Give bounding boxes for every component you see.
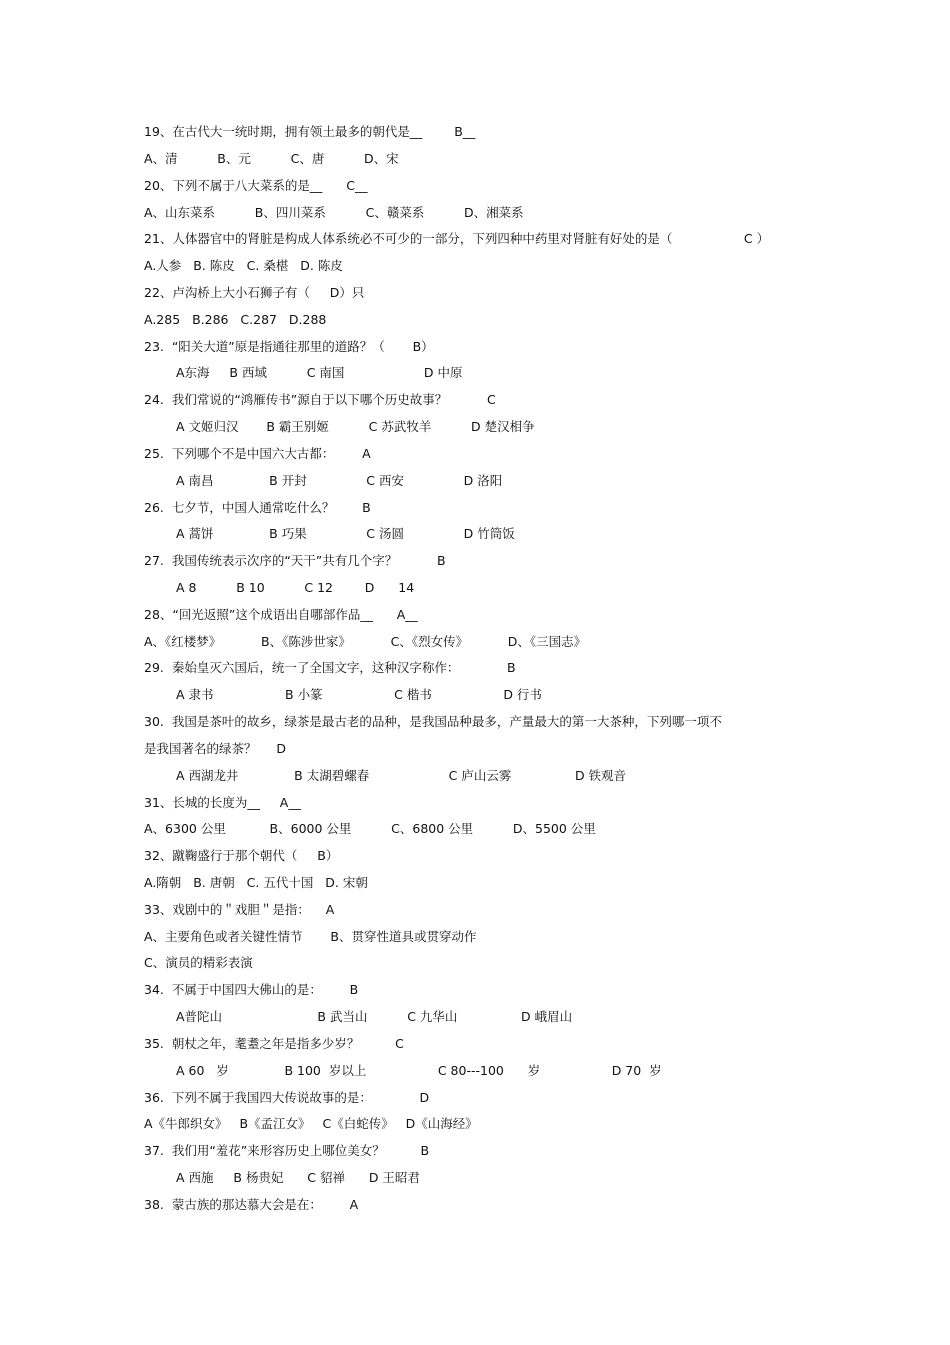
text-line: 24. 我们常说的“鸿雁传书”源自于以下哪个历史故事？ C xyxy=(144,392,496,408)
text-line: 32、蹴鞠盛行于那个朝代（ B） xyxy=(144,848,339,864)
text-line: A 蒿饼 B 巧果 C 汤圆 D 竹筒饭 xyxy=(176,526,515,542)
text-line: A 隶书 B 小篆 C 楷书 D 行书 xyxy=(176,687,542,703)
text-line: A 60 岁 B 100 岁以上 C 80---100 岁 D 70 岁 xyxy=(176,1062,662,1078)
text-line: 25. 下列哪个不是中国六大古都： A xyxy=(144,445,371,461)
text-line: 30. 我国是茶叶的故乡，绿茶是最古老的品种，是我国品种最多，产量最大的第一大茶种，下列哪一项不 xyxy=(144,714,722,729)
text-line: A 文姬归汉 B 霸王别姬 C 苏武牧羊 D 楚汉相争 xyxy=(176,419,535,434)
text-line: A、主要角色或者关键性情节 B、贯穿性道具或贯穿动作 xyxy=(144,928,477,944)
text-line: 20、下列不属于八大菜系的是__ C__ xyxy=(144,177,368,193)
text-line: A普陀山 B 武当山 C 九华山 D 峨眉山 xyxy=(176,1009,573,1025)
text-line: A、清 B、元 C、唐 D、宋 xyxy=(144,150,399,166)
text-line: A《牛郎织女》 B《孟江女》 C《白蛇传》 D《山海经》 xyxy=(144,1116,478,1132)
text-line: 29. 秦始皇灭六国后，统一了全国文字，这种汉字称作： B xyxy=(144,660,516,676)
text-line: 36. 下列不属于我国四大传说故事的是： D xyxy=(144,1089,430,1105)
text-line: A 8 B 10 C 12 D 14 xyxy=(176,579,415,595)
text-line: A 南昌 B 开封 C 西安 D 洛阳 xyxy=(176,472,503,488)
text-line: A东海 B 西域 C 南国 D 中原 xyxy=(176,365,463,381)
text-line: 19、在古代大一统时期，拥有领土最多的朝代是__ B__ xyxy=(144,124,476,139)
text-line: A.隋朝 B. 唐朝 C. 五代十国 D. 宋朝 xyxy=(144,875,368,890)
text-line: A.人参 B. 陈皮 C. 桑椹 D. 陈皮 xyxy=(144,258,343,274)
text-line: 34. 不属于中国四大佛山的是： B xyxy=(144,982,359,998)
text-line: 38. 蒙古族的那达慕大会是在： A xyxy=(144,1196,359,1212)
text-line: C、演员的精彩表演 xyxy=(144,955,253,971)
text-line: 37. 我们用“羞花”来形容历史上哪位美女？ B xyxy=(144,1143,430,1159)
text-line: 是我国著名的绿茶？ D xyxy=(144,740,286,756)
text-line: 26. 七夕节，中国人通常吃什么？ B xyxy=(144,499,371,515)
text-line: 33、戏剧中的＂戏胆＂是指： A xyxy=(144,901,335,917)
text-line: A 西施 B 杨贵妃 C 貂禅 D 王昭君 xyxy=(176,1170,420,1185)
text-line: 27. 我国传统表示次序的“天干”共有几个字？ B xyxy=(144,553,446,569)
text-line: 31、长城的长度为__ A__ xyxy=(144,794,301,810)
text-line: A、山东菜系 B、四川菜系 C、赣菜系 D、湘菜系 xyxy=(144,204,524,220)
text-line: A、6300 公里 B、6000 公里 C、6800 公里 D、5500 公里 xyxy=(144,821,596,837)
text-line: 28、“回光返照”这个成语出自哪部作品__ A__ xyxy=(144,606,418,622)
text-line: 35. 朝杖之年，耄耋之年是指多少岁？ C xyxy=(144,1035,404,1051)
text-line: A.285 B.286 C.287 D.288 xyxy=(144,311,327,327)
text-line: 22、卢沟桥上大小石狮子有（ D）只 xyxy=(144,284,365,300)
text-line: A、《红楼梦》 B、《陈涉世家》 C、《烈女传》 D、《三国志》 xyxy=(144,633,587,649)
text-line: A 西湖龙井 B 太湖碧螺春 C 庐山云雾 D 铁观音 xyxy=(176,767,627,783)
text-line: 21、人体器官中的肾脏是构成人体系统必不可少的一部分，下列四种中药里对肾脏有好处的是（ C ） xyxy=(144,231,770,247)
text-line: 23. “阳关大道”原是指通往那里的道路？（ B） xyxy=(144,338,434,354)
